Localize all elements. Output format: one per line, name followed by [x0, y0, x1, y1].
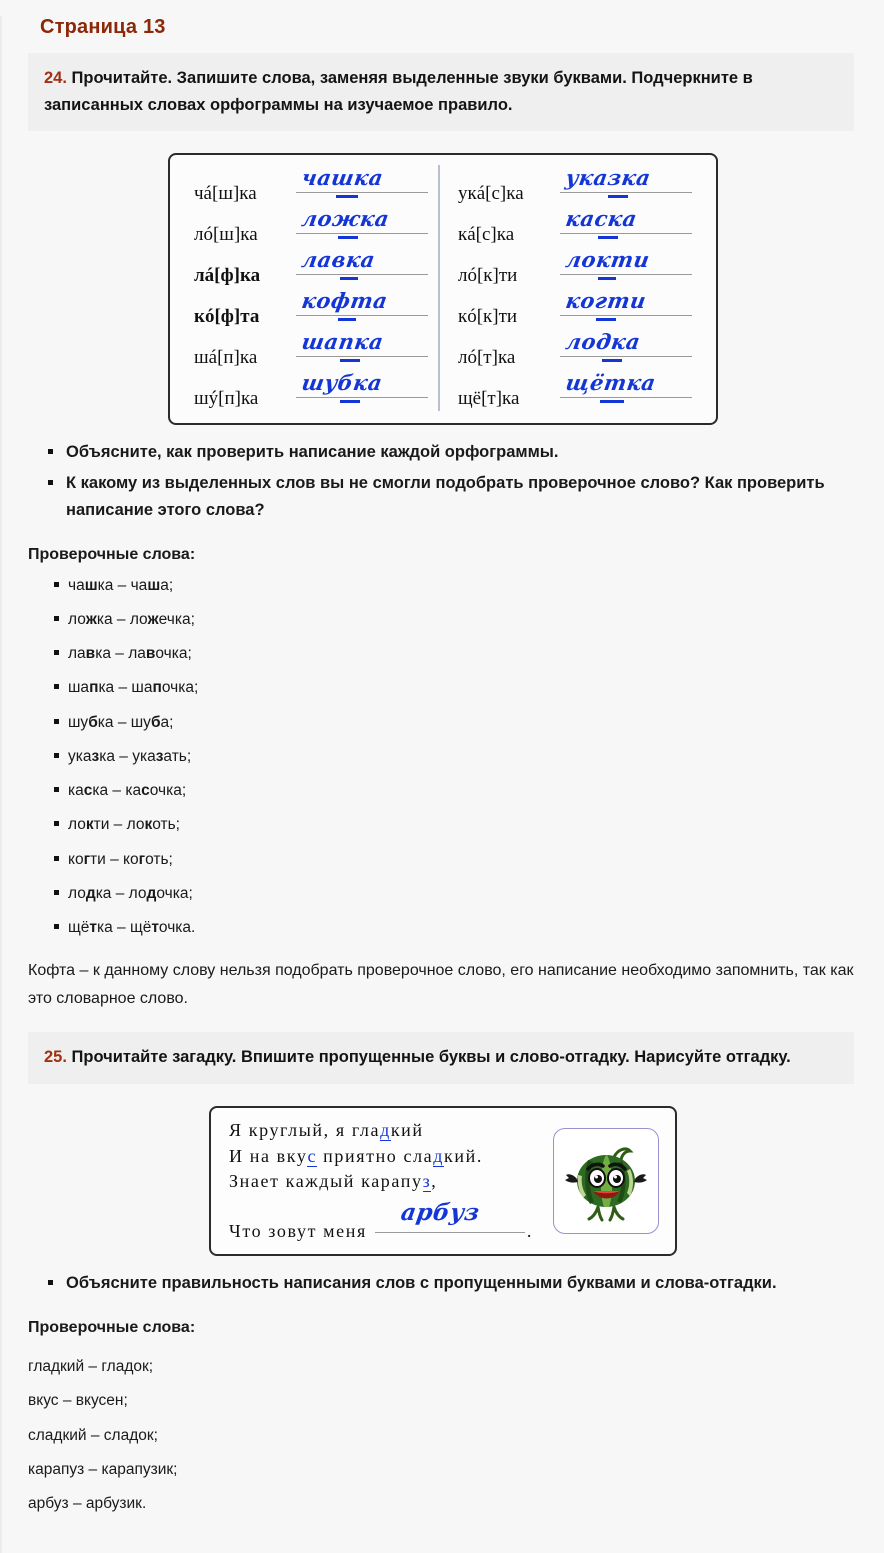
answer-slot[interactable]	[560, 206, 692, 240]
word-row	[458, 370, 692, 411]
writing-line	[560, 356, 692, 357]
check-words-label-24: Проверочные слова:	[28, 545, 196, 563]
highlighted-letter: в	[145, 645, 156, 663]
orthogram-mark	[340, 400, 360, 403]
highlighted-letter: б	[88, 713, 98, 731]
page-root	[2, 16, 884, 1536]
task-banner-24	[28, 53, 854, 131]
word-column-right	[438, 165, 702, 411]
answer-slot[interactable]	[560, 370, 692, 404]
task-instruction-24: Прочитайте. Запишите слова, заменяя выделенные звуки буквами. Подчеркните в записанных словах орфограммы на изучаемое правило.	[44, 69, 753, 114]
answer-slot[interactable]	[296, 329, 428, 363]
word-row	[194, 206, 428, 247]
highlighted-letter: т	[151, 919, 159, 937]
answer-handwriting: щётка	[564, 370, 658, 396]
transcription-text: лó[т]ка	[458, 347, 516, 369]
question-item: Объясните, как проверить написание каждой орфограммы.	[62, 439, 858, 466]
riddle-line-4-text: Что зовут меня	[229, 1220, 367, 1241]
riddle-line-3-text: Знает каждый карапу	[229, 1171, 423, 1192]
orthogram-mark	[340, 359, 360, 362]
orthogram-mark	[598, 236, 618, 239]
riddle-line-3-tail: ,	[431, 1171, 438, 1192]
answer-handwriting: лавка	[300, 247, 378, 273]
orthogram-mark	[340, 277, 358, 280]
writing-line	[375, 1232, 525, 1233]
highlighted-letter: п	[89, 679, 99, 697]
riddle-line-1-text: Я круглый, я гла	[229, 1120, 381, 1141]
check-word-pair: лодка – лодочка;	[68, 882, 858, 905]
answer-slot[interactable]	[560, 165, 692, 199]
highlighted-letter: к	[85, 816, 94, 834]
transcription-text: укá[с]ка	[458, 183, 524, 205]
riddle-line-4	[229, 1199, 533, 1245]
word-row	[458, 165, 692, 206]
writing-line	[560, 274, 692, 275]
orthogram-mark	[336, 195, 358, 198]
check-word-pair: когти – коготь;	[68, 848, 858, 871]
transcription-text: щё[т]ка	[458, 388, 520, 410]
answer-slot[interactable]	[296, 370, 428, 404]
orthogram-mark	[602, 359, 622, 362]
answer-handwriting: лодка	[564, 329, 643, 355]
highlighted-letter: з	[91, 747, 100, 765]
answer-slot[interactable]	[560, 329, 692, 363]
word-row	[458, 247, 692, 288]
highlighted-letter: п	[152, 679, 162, 697]
writing-line	[296, 397, 428, 398]
word-row	[458, 288, 692, 329]
highlighted-letter: т	[89, 919, 97, 937]
highlighted-letter: ж	[85, 610, 97, 628]
highlighted-letter: ш	[84, 576, 98, 594]
check-word-pair: локти – локоть;	[68, 813, 858, 836]
riddle-line-1-tail: кий	[390, 1120, 424, 1141]
highlighted-letter: д	[85, 884, 96, 902]
check-word-line: вкус – вкусен;	[28, 1392, 128, 1410]
riddle-line-4-period: .	[526, 1220, 533, 1241]
writing-line	[296, 274, 428, 275]
word-row	[194, 370, 428, 411]
question-item: Объясните правильность написания слов с пропущенными буквами и слова-отгадки.	[62, 1270, 858, 1297]
riddle-fill-letter-4: з	[422, 1171, 432, 1192]
word-row	[194, 288, 428, 329]
task-number-25: 25.	[44, 1048, 67, 1067]
check-word-line: гладкий – гладок;	[28, 1358, 154, 1375]
orthogram-mark	[608, 195, 628, 198]
orthogram-mark	[600, 400, 624, 403]
transcription-text: лá[ф]ка	[194, 265, 261, 287]
answer-slot[interactable]	[560, 247, 692, 281]
word-row	[458, 206, 692, 247]
word-row	[458, 329, 692, 370]
writing-line	[296, 356, 428, 357]
word-table-box	[168, 153, 718, 425]
riddle-line-2	[229, 1144, 533, 1170]
riddle-line-3	[229, 1169, 533, 1195]
page-title: Страница 13	[40, 16, 166, 38]
exercise-25-box-wrap	[28, 1106, 858, 1256]
answer-handwriting: каска	[564, 206, 639, 232]
riddle-box	[209, 1106, 677, 1256]
check-word-line: сладкий – сладок;	[28, 1426, 158, 1444]
transcription-text: кó[к]ти	[458, 306, 518, 328]
transcription-text: кó[ф]та	[194, 306, 260, 328]
question-item: К какому из выделенных слов вы не смогли подобрать проверочное слово? Как проверить написание этого слова?	[62, 470, 858, 523]
watermelon-icon	[560, 1135, 652, 1227]
transcription-text: шá[п]ка	[194, 347, 258, 369]
writing-line	[296, 315, 428, 316]
orthogram-mark	[338, 236, 358, 239]
riddle-answer-slot[interactable]	[375, 1199, 525, 1237]
riddle-fill-letter-3: д	[433, 1145, 445, 1166]
word-row	[194, 329, 428, 370]
highlighted-letter: к	[144, 816, 153, 834]
riddle-text-block	[229, 1118, 533, 1244]
orthogram-mark	[596, 318, 616, 321]
highlighted-letter: г	[83, 850, 91, 868]
question-list-25	[28, 1270, 858, 1297]
check-word-pair: лавка – лавочка;	[68, 642, 858, 665]
orthogram-mark	[338, 318, 356, 321]
highlighted-letter: в	[85, 645, 96, 663]
check-word-pair: шубка – шуба;	[68, 711, 858, 734]
watermelon-picture-frame	[553, 1128, 659, 1234]
riddle-fill-letter-2: с	[307, 1145, 318, 1166]
highlighted-letter: г	[138, 850, 146, 868]
answer-handwriting: когти	[564, 288, 649, 314]
riddle-line-2-text: И на вку	[229, 1145, 308, 1166]
check-word-pair: щётка – щёточка.	[68, 916, 858, 939]
answer-handwriting: ложка	[300, 206, 392, 232]
answer-handwriting: шапка	[300, 329, 386, 355]
riddle-fill-letter-1: д	[380, 1120, 391, 1141]
answer-handwriting: шубка	[300, 370, 385, 396]
check-word-line: арбуз – арбузик.	[28, 1495, 147, 1512]
answer-handwriting: чашка	[300, 165, 386, 191]
check-word-pair: чашка – чаша;	[68, 574, 858, 597]
writing-line	[560, 233, 692, 234]
task-banner-25	[28, 1032, 854, 1084]
check-word-pair: шапка – шапочка;	[68, 676, 858, 699]
transcription-text: кá[с]ка	[458, 224, 515, 246]
writing-line	[560, 192, 692, 193]
transcription-text: лó[к]ти	[458, 265, 518, 287]
check-word-list-24	[28, 574, 858, 940]
transcription-text: чá[ш]ка	[194, 183, 257, 205]
task-number-24: 24.	[44, 69, 67, 87]
word-row	[194, 165, 428, 206]
riddle-line-1	[229, 1118, 533, 1144]
orthogram-mark	[598, 277, 616, 280]
exercise-24-box-wrap	[28, 153, 858, 425]
word-column-left	[184, 165, 438, 411]
answer-handwriting: локти	[564, 247, 652, 273]
highlighted-letter: ж	[147, 610, 159, 628]
riddle-line-2-mid: приятно сла	[317, 1145, 434, 1166]
writing-line	[296, 233, 428, 234]
transcription-text: лó[ш]ка	[194, 224, 258, 246]
highlighted-letter: д	[146, 884, 157, 902]
riddle-line-2-tail: кий.	[444, 1145, 483, 1166]
transcription-text: шý[п]ка	[194, 388, 259, 410]
question-list-24	[28, 439, 858, 523]
check-words-label-25: Проверочные слова:	[28, 1319, 196, 1336]
check-word-pair: ложка – ложечка;	[68, 608, 858, 631]
writing-line	[296, 192, 428, 193]
answer-handwriting: кофта	[300, 288, 390, 314]
highlighted-letter: б	[150, 713, 161, 731]
kofta-note: Кофта – к данному слову нельзя подобрать проверочное слово, его написание необходимо запомнить, так как это словарное слово.	[28, 962, 854, 1007]
answer-slot[interactable]	[296, 247, 428, 281]
highlighted-letter: з	[155, 747, 164, 765]
highlighted-letter: ш	[147, 576, 161, 594]
writing-line	[560, 315, 692, 316]
riddle-answer-handwriting: арбуз	[398, 1199, 482, 1227]
answer-slot[interactable]	[296, 288, 428, 322]
answer-slot[interactable]	[560, 288, 692, 322]
task-instruction-25: Прочитайте загадку. Впишите пропущенные буквы и слово-отгадку. Нарисуйте отгадку.	[71, 1048, 791, 1067]
word-row	[194, 247, 428, 288]
answer-slot[interactable]	[296, 206, 428, 240]
highlighted-letter: с	[83, 782, 93, 800]
check-word-line: карапуз – карапузик;	[28, 1460, 178, 1478]
check-word-pair: каска – касочка;	[68, 779, 858, 802]
answer-handwriting: указка	[564, 165, 653, 191]
highlighted-letter: с	[141, 782, 150, 800]
answer-slot[interactable]	[296, 165, 428, 199]
check-word-list-25	[28, 1355, 858, 1515]
check-word-pair: указка – указать;	[68, 745, 858, 768]
writing-line	[560, 397, 692, 398]
